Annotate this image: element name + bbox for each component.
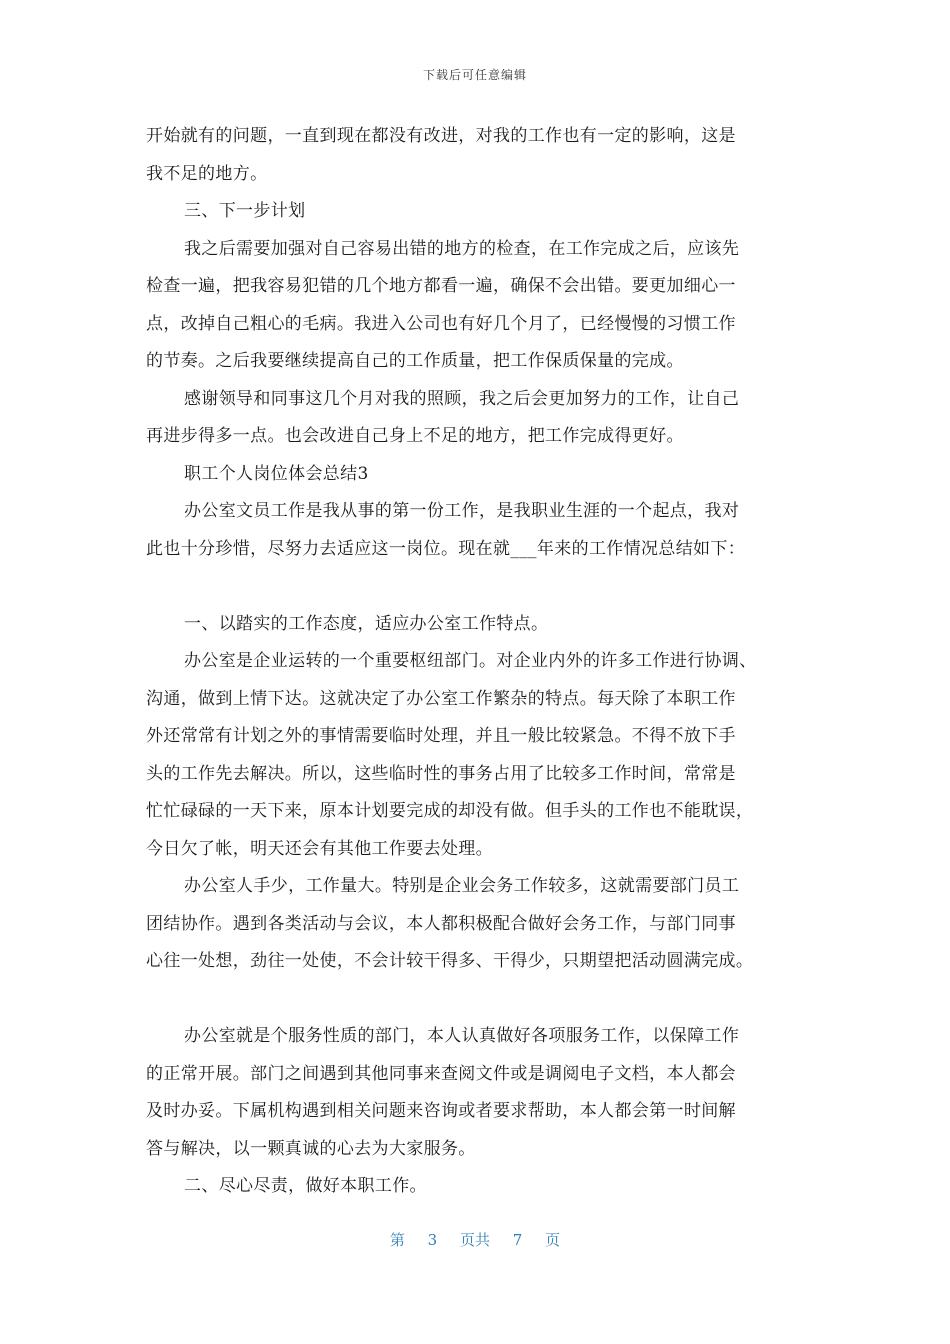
text-line: 头的工作先去解决。所以，这些临时性的事务占用了比较多工作时间，常常是 xyxy=(146,763,736,784)
page-header-note: 下载后可任意编辑 xyxy=(422,68,527,82)
text-line: 此也十分珍惜，尽努力去适应这一岗位。现在就___年来的工作情况总结如下： xyxy=(146,538,746,559)
section-heading: 三、下一步计划 xyxy=(184,201,306,221)
text-line: 忙忙碌碌的一天下来，原本计划要完成的却没有做。但手头的工作也不能耽误， xyxy=(146,801,754,821)
text-line: 的节奏。之后我要继续提高自己的工作质量，把工作保质保量的完成。 xyxy=(146,351,684,371)
text-line: 办公室文员工作是我从事的第一份工作，是我职业生涯的一个起点，我对 xyxy=(184,501,740,521)
text-line: 检查一遍，把我容易犯错的几个地方都看一遍，确保不会出错。要更加细心一 xyxy=(146,276,736,296)
footer-label-di: 第 xyxy=(389,1231,405,1249)
text-line: 点，改掉自己粗心的毛病。我进入公司也有好几个月了，已经慢慢的习惯工作 xyxy=(146,313,736,334)
text-line: 我之后需要加强对自己容易出错的地方的检查，在工作完成之后，应该先 xyxy=(184,238,740,259)
text-line: 沟通，做到上情下达。这就决定了办公室工作繁杂的特点。每天除了本职工作 xyxy=(146,688,736,709)
text-line: 再进步得多一点。也会改进自己身上不足的地方，把工作完成得更好。 xyxy=(146,426,684,446)
text-line: 团结协作。遇到各类活动与会议，本人都积极配合做好会务工作，与部门同事 xyxy=(146,913,736,934)
text-line: 及时办妥。下属机构遇到相关问题来咨询或者要求帮助，本人都会第一时间解 xyxy=(146,1101,736,1121)
section-heading: 一、以踏实的工作态度，适应办公室工作特点。 xyxy=(184,613,549,634)
text-line: 感谢领导和同事这几个月对我的照顾，我之后会更加努力的工作，让自己 xyxy=(184,388,740,409)
document-body xyxy=(146,118,806,1206)
text-line: 办公室就是个服务性质的部门，本人认真做好各项服务工作，以保障工作 xyxy=(184,1026,740,1046)
text-line: 办公室是企业运转的一个重要枢纽部门。对企业内外的许多工作进行协调、 xyxy=(184,651,757,671)
text-line: 办公室人手少，工作量大。特别是企业会务工作较多，这就需要部门员工 xyxy=(184,876,740,896)
text-line: 答与解决，以一颗真诚的心去为大家服务。 xyxy=(146,1138,476,1159)
text-line: 外还常常有计划之外的事情需要临时处理，并且一般比较紧急。不得不放下手 xyxy=(146,726,736,746)
footer-total-pages: 7 xyxy=(512,1231,523,1249)
text-line: 今日欠了帐，明天还会有其他工作要去处理。 xyxy=(146,838,493,859)
text-line: 心往一处想，劲往一处使，不会计较干得多、干得少，只期望把活动圆满完成。 xyxy=(146,951,754,971)
paragraph-gap xyxy=(146,568,806,606)
text-line: 开始就有的问题，一直到现在都没有改进，对我的工作也有一定的影响，这是 xyxy=(146,126,736,146)
footer-label-ye: 页 xyxy=(545,1231,561,1249)
text-line: 的正常开展。部门之间遇到其他同事来查阅文件或是调阅电子文档，本人都会 xyxy=(146,1063,736,1084)
page-footer xyxy=(0,1229,950,1250)
text-line: 我不足的地方。 xyxy=(146,163,268,184)
article-title: 职工个人岗位体会总结3 xyxy=(184,463,369,484)
footer-current-page: 3 xyxy=(427,1231,438,1249)
paragraph-gap xyxy=(146,981,806,1019)
footer-label-ye-gong: 页共 xyxy=(459,1231,490,1249)
section-heading: 二、尽心尽责，做好本职工作。 xyxy=(184,1176,427,1196)
